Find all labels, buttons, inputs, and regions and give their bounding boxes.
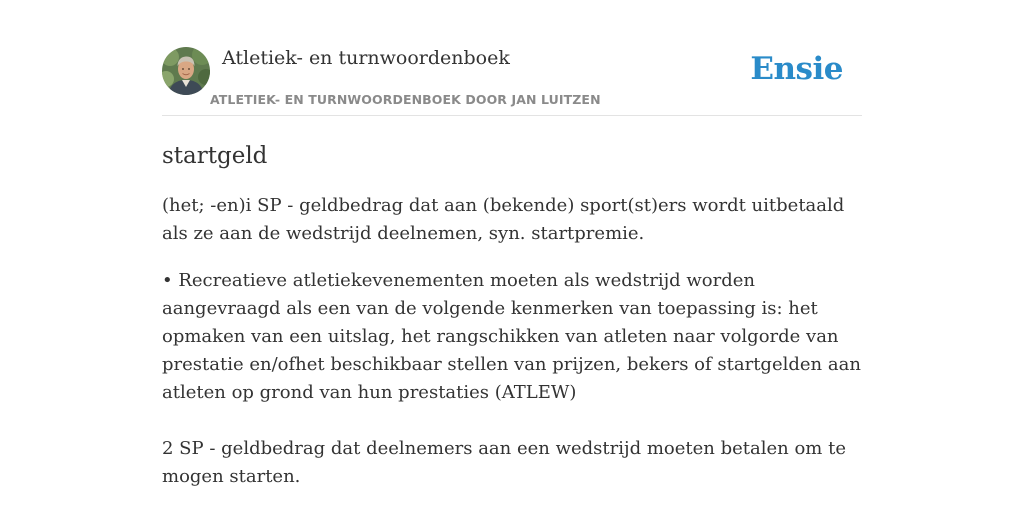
definition-1: (het; -en)i SP - geldbedrag dat aan (bekende) sport(st)ers wordt uitbetaald als ze aan de wedstrijd deelnemen, syn. startpremie.: [162, 195, 845, 244]
page-container: [162, 0, 862, 491]
example-1: • Recreatieve atletiekevenementen moeten als wedstrijd worden aangevraagd als een van de volgende kenmerken van toepassing is: het opmaken van een uitslag, het rangschikken van atleten naar volgorde van prestatie en/ofhet beschikbaar stellen van prijzen, bekers of startgelden aan atleten op grond van hun prestaties (ATLEW): [162, 270, 861, 403]
author-portrait-icon: [162, 47, 210, 95]
brand-logo[interactable]: Ensie: [750, 51, 843, 87]
entry-term: startgeld: [162, 143, 268, 169]
dictionary-title[interactable]: Atletiek- en turnwoordenboek: [222, 47, 510, 69]
paragraph-spacer: [162, 407, 862, 435]
page-header: [162, 0, 862, 116]
entry-body: [162, 192, 862, 491]
dictionary-subtitle[interactable]: ATLETIEK- EN TURNWOORDENBOEK DOOR JAN LUITZEN: [210, 92, 601, 107]
definition-2: 2 SP - geldbedrag dat deelnemers aan een wedstrijd moeten betalen om te mogen starten.: [162, 438, 846, 487]
author-avatar[interactable]: [162, 47, 210, 95]
